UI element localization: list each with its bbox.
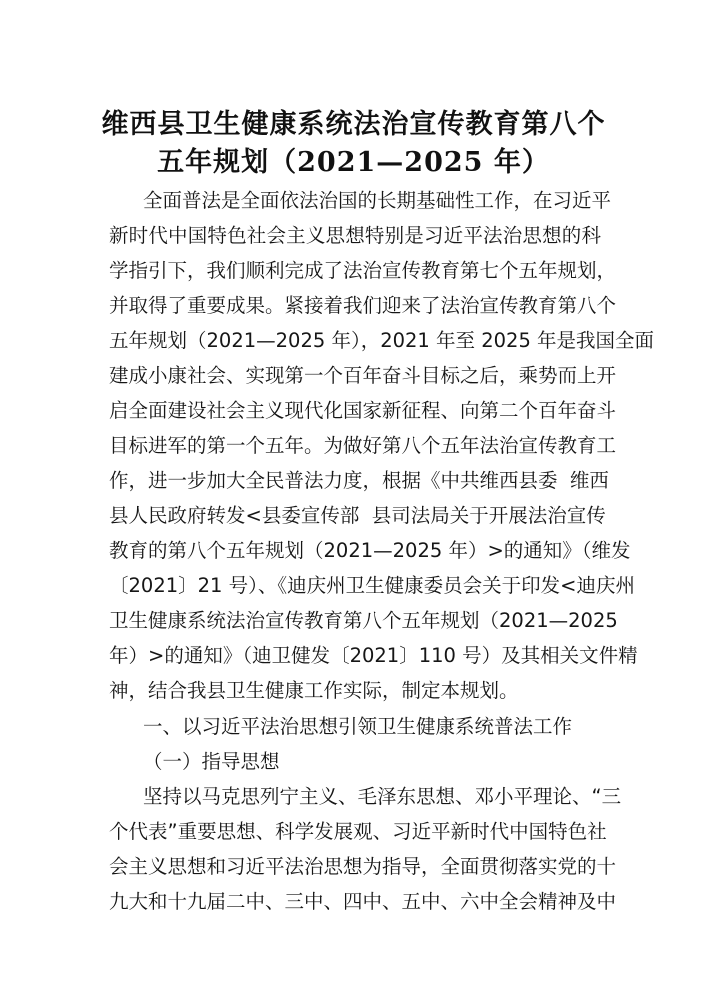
- text-line: 学指引下，我们顺利完成了法治宣传教育第七个五年规划，: [109, 259, 617, 282]
- heading-text: （一）指导思想: [143, 750, 280, 773]
- heading-text: 一、以习近平法治思想引领卫生健康系统普法工作: [143, 715, 573, 738]
- paragraph-1-line: [0, 326, 707, 356]
- paragraph-1-line: [0, 186, 707, 216]
- subsection-heading: [0, 747, 707, 777]
- section-heading: [0, 712, 707, 742]
- paragraph-1-line: [0, 221, 707, 251]
- text-line: 五年规划（2021—2025 年），2021 年至 2025 年是我国全面: [109, 329, 655, 352]
- text-line: 坚持以马克思列宁主义、毛泽东思想、邓小平理论、“三: [143, 785, 622, 808]
- text-line: 新时代中国特色社会主义思想特别是习近平法治思想的科: [109, 224, 601, 247]
- text-line: 县人民政府转发<县委宣传部 县司法局关于开展法治宣传: [109, 504, 606, 527]
- text-line: 〔2021〕21 号）、《迪庆州卫生健康委员会关于印发<迪庆州: [109, 574, 635, 597]
- text-line: 目标进军的第一个五年。为做好第八个五年法治宣传教育工: [109, 434, 617, 457]
- text-line: 作，进一步加大全民普法力度，根据《中共维西县委 维西: [109, 469, 609, 492]
- document-title-line-2: 五年规划（2021—2025 年）: [157, 147, 550, 178]
- paragraph-1-line: [0, 256, 707, 286]
- paragraph-1-line: [0, 431, 707, 461]
- text-line: 并取得了重要成果。紧接着我们迎来了法治宣传教育第八个: [109, 294, 617, 317]
- text-line: 卫生健康系统法治宣传教育第八个五年规划（2021—2025: [109, 609, 618, 632]
- text-line: 年）>的通知》（迪卫健发〔2021〕110 号）及其相关文件精: [109, 644, 638, 667]
- paragraph-1-line: [0, 536, 707, 566]
- paragraph-2-line: [0, 817, 707, 847]
- text-line: 全面普法是全面依法治国的长期基础性工作，在习近平: [143, 189, 612, 212]
- text-line: 教育的第八个五年规划（2021—2025 年）>的通知》（维发: [109, 539, 631, 562]
- paragraph-1-line: [0, 641, 707, 671]
- paragraph-1-line: [0, 291, 707, 321]
- text-line: 九大和十九届二中、三中、四中、五中、六中全会精神及中: [109, 890, 617, 913]
- text-line: 建成小康社会、实现第一个百年奋斗目标之后，乘势而上开: [109, 364, 617, 387]
- paragraph-2-line: [0, 782, 707, 812]
- paragraph-1-line: [0, 396, 707, 426]
- paragraph-2-line: [0, 852, 707, 882]
- paragraph-1-line: [0, 606, 707, 636]
- paragraph-1-line: [0, 676, 707, 706]
- paragraph-1-line: [0, 361, 707, 391]
- text-line: 会主义思想和习近平法治思想为指导，全面贯彻落实党的十: [109, 855, 617, 878]
- text-line: 神，结合我县卫生健康工作实际，制定本规划。: [109, 679, 519, 702]
- paragraph-1-line: [0, 571, 707, 601]
- text-line: 启全面建设社会主义现代化国家新征程、向第二个百年奋斗: [109, 399, 617, 422]
- text-line: 个代表”重要思想、科学发展观、习近平新时代中国特色社: [109, 820, 607, 843]
- paragraph-1-line: [0, 501, 707, 531]
- document-title-line-1: 维西县卫生健康系统法治宣传教育第八个: [101, 109, 606, 140]
- paragraph-1-line: [0, 466, 707, 496]
- paragraph-2-line: [0, 887, 707, 917]
